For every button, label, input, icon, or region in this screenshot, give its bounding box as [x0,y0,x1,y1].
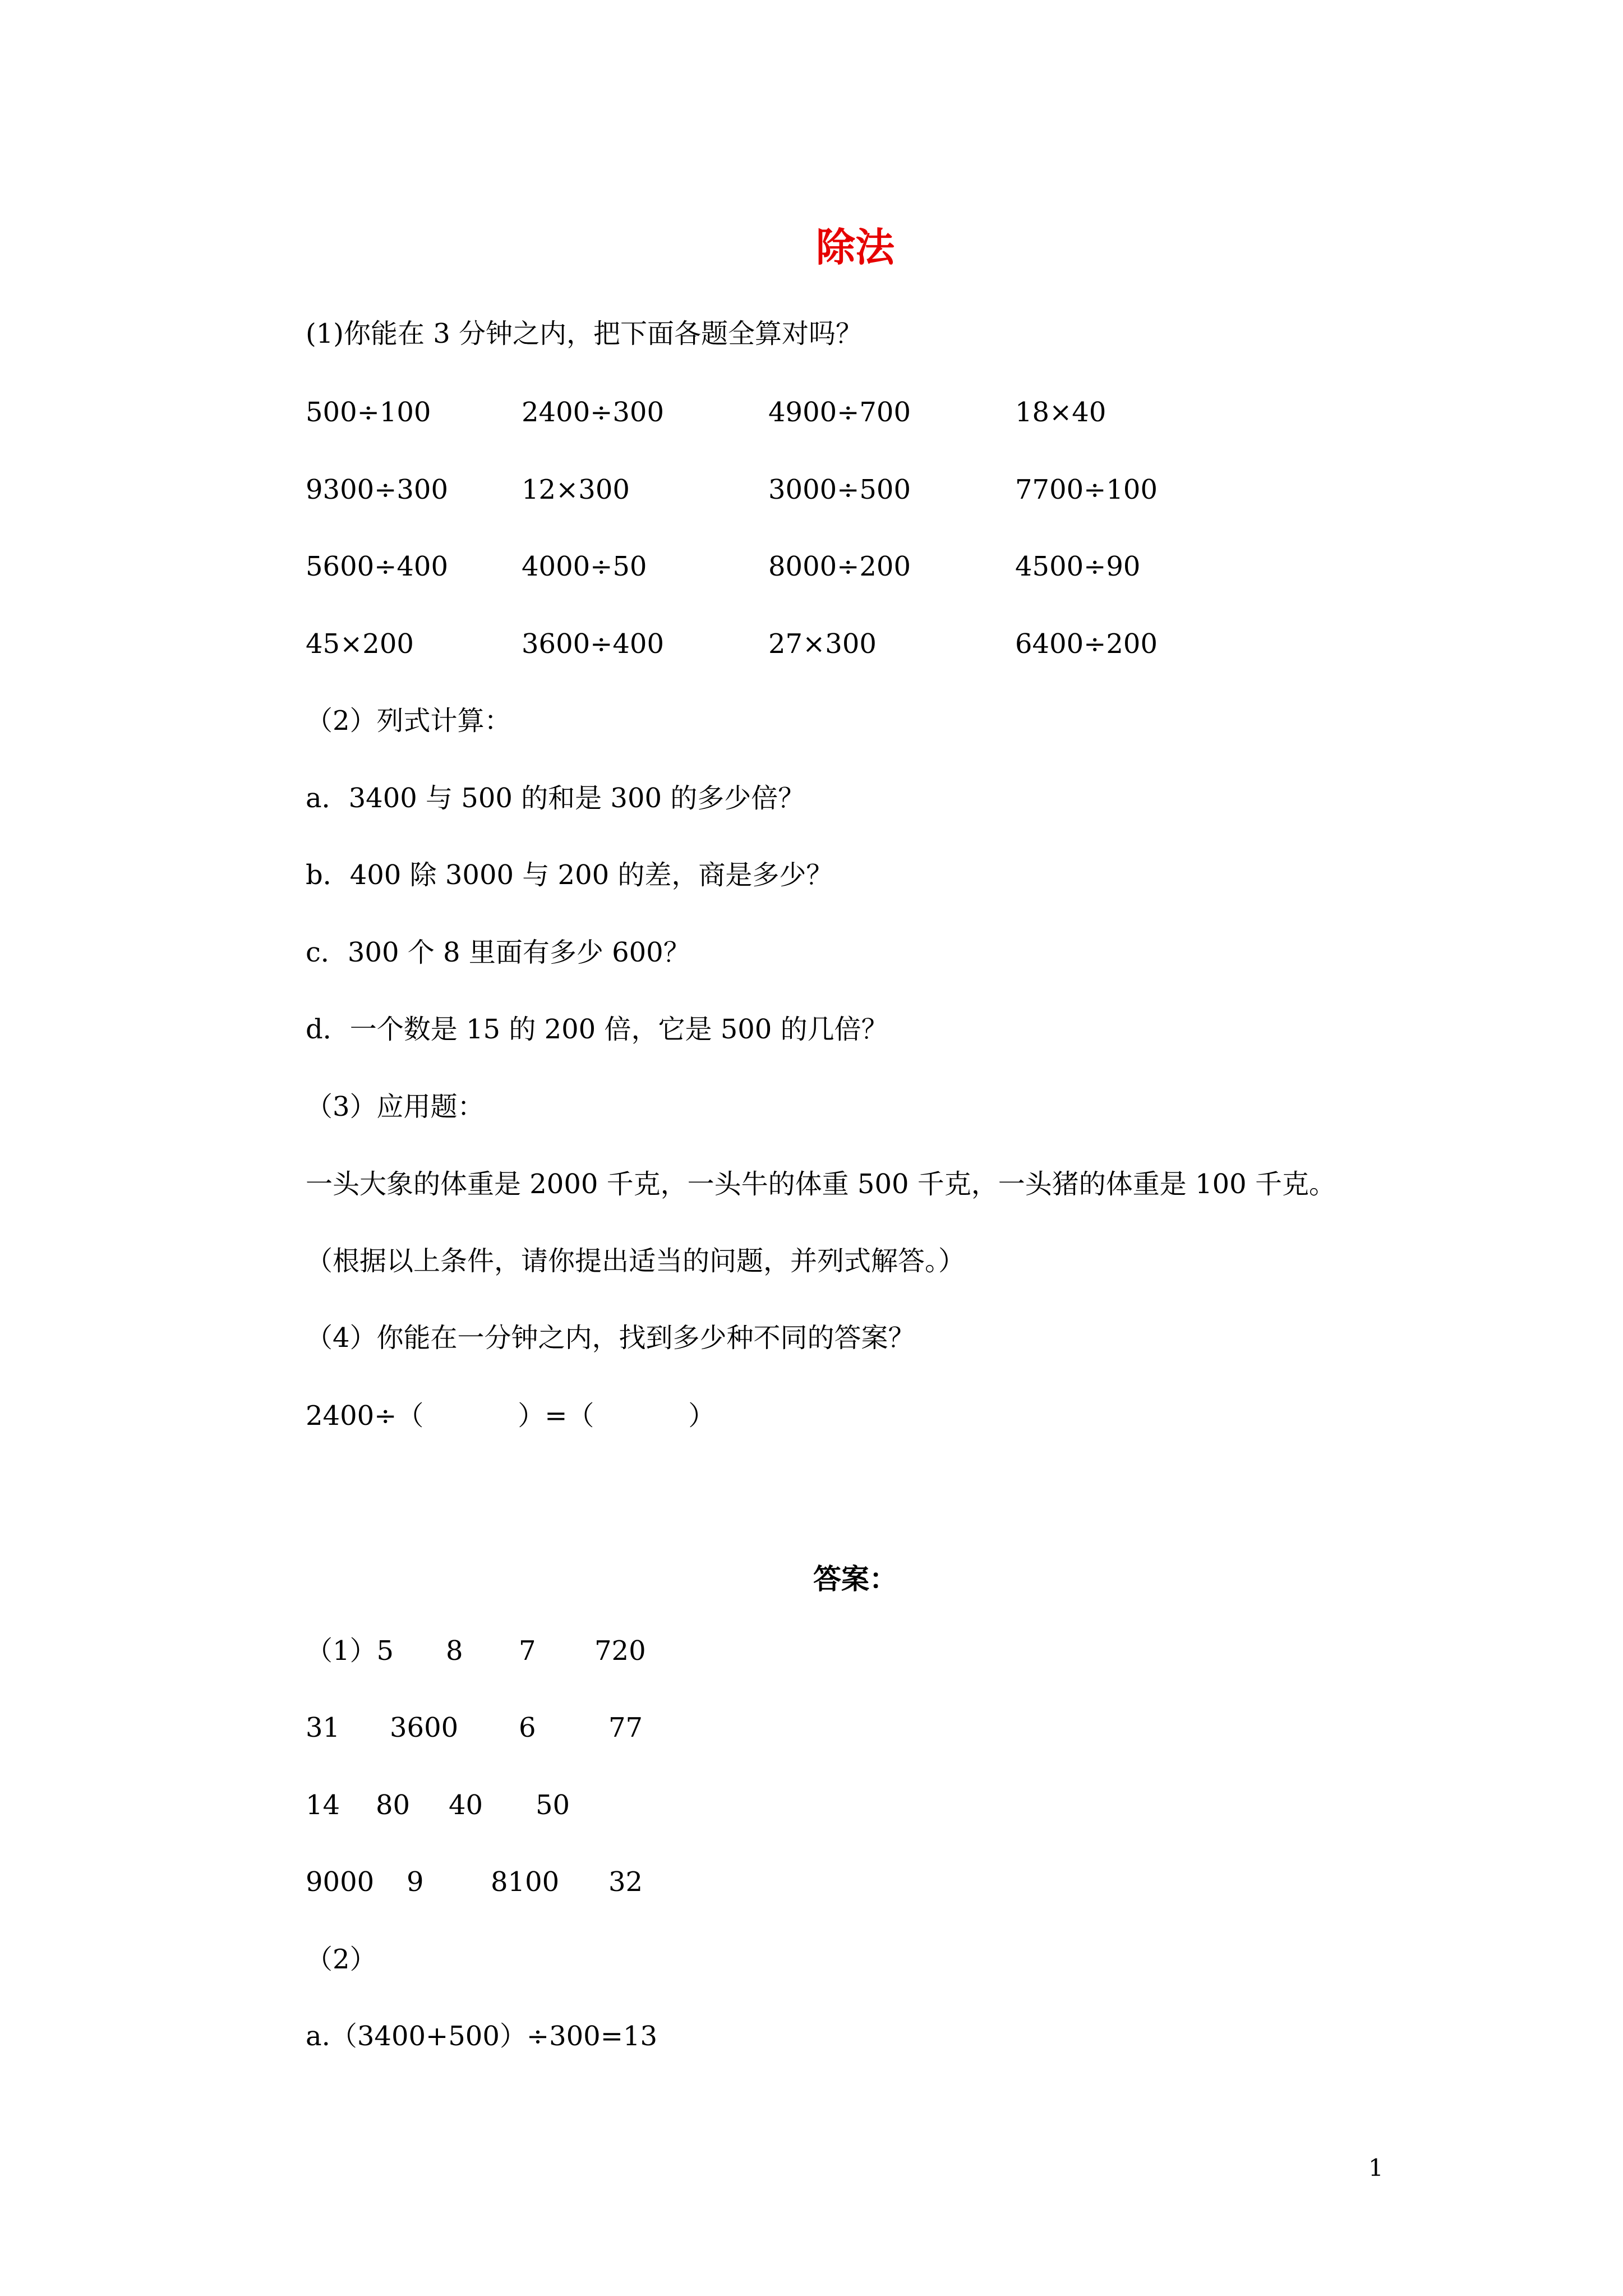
q1-cell: 3600÷400 [522,628,664,660]
q3-text: 一头大象的体重是 2000 千克，一头牛的体重 500 千克，一头猪的体重是 100 千克。 [306,1168,1336,1200]
q4-expression: 2400÷（ ）=（ ） [306,1400,716,1432]
q2-item-a: a．3400 与 500 的和是 300 的多少倍？ [306,783,805,814]
q1-cell: 45×200 [306,628,414,660]
q1-cell: 4000÷50 [522,551,647,582]
answer-cell: 9 [407,1866,424,1898]
q1-cell: 6400÷200 [1015,628,1158,660]
answers-heading: 答案： [813,1562,897,1595]
q2-item-d: d．一个数是 15 的 200 倍，它是 500 的几倍？ [306,1014,888,1045]
q1-cell: 12×300 [522,474,630,505]
q2-item-c: c．300 个 8 里面有多少 600？ [306,937,690,968]
answer-cell: 31 [306,1712,340,1743]
q1-cell: 4500÷90 [1015,551,1141,582]
q1-cell: 27×300 [768,628,877,660]
answer-cell: 7 [519,1635,536,1667]
answer-cell: 40 [449,1789,483,1821]
q1-cell: 4900÷700 [768,397,911,428]
answer-cell: 720 [594,1635,646,1667]
q1-cell: 2400÷300 [522,397,664,428]
q4-heading: （4）你能在一分钟之内，找到多少种不同的答案？ [306,1322,915,1354]
answer-cell: 8100 [491,1866,560,1898]
q3-note: （根据以上条件，请你提出适当的问题，并列式解答。） [306,1245,966,1277]
answers-part2-label: （2） [306,1944,377,1975]
q3-heading: （3）应用题： [306,1091,485,1122]
answer-cell: 50 [536,1789,570,1821]
answer-cell: 14 [306,1789,340,1821]
answer-cell: 6 [519,1712,536,1743]
q2-item-b: b．400 除 3000 与 200 的差，商是多少？ [306,859,833,891]
q2-heading: （2）列式计算： [306,705,511,737]
answer-cell: 3600 [390,1712,459,1743]
q1-cell: 7700÷100 [1015,474,1158,505]
answer-cell: 80 [376,1789,411,1821]
q1-cell: 18×40 [1015,397,1106,428]
answer-cell: （1）5 [306,1635,394,1667]
q1-cell: 9300÷300 [306,474,448,505]
page-title: 除法 [816,224,895,270]
answer-cell: 32 [608,1866,643,1898]
q1-prompt: (1)你能在 3 分钟之内，把下面各题全算对吗？ [306,318,863,349]
answer-cell: 9000 [306,1866,375,1898]
q1-cell: 3000÷500 [768,474,911,505]
answer-cell: 77 [608,1712,643,1743]
q1-cell: 500÷100 [306,397,431,428]
answer-cell: 8 [446,1635,463,1667]
answers-part2-a: a.（3400+500）÷300=13 [306,2021,658,2052]
q1-cell: 8000÷200 [768,551,911,582]
page-number: 1 [1368,2154,1384,2182]
q1-cell: 5600÷400 [306,551,448,582]
